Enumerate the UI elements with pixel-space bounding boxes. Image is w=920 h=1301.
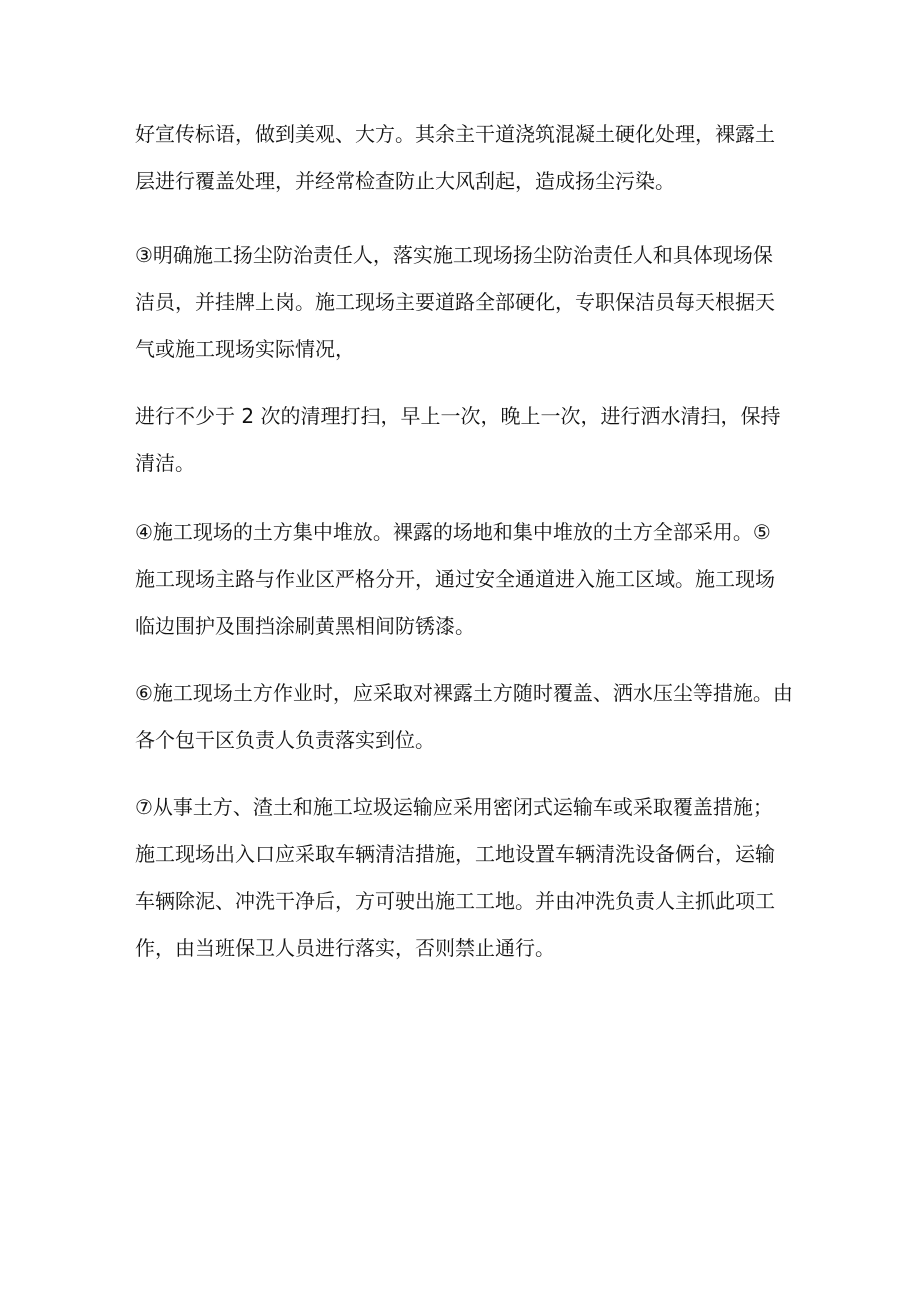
text-line: ⑦从事土方、渣土和施工垃圾运输应采用密闭式运输车或采取覆盖措施； xyxy=(135,795,773,819)
paragraph-gap xyxy=(135,373,795,393)
text-line: 临边围护及围挡涂刷黄黑相间防锈漆。 xyxy=(135,614,475,638)
text-line: 施工现场出入口应采取车辆清洁措施，工地设置车辆清洗设备俩台，运输 xyxy=(135,842,775,866)
text-line: 洁员，并挂牌上岗。施工现场主要道路全部硬化，专职保洁员每天根据天 xyxy=(135,290,775,314)
paragraph-5 xyxy=(135,670,795,764)
text-line: ⑥施工现场土方作业时，应采取对裸露土方随时覆盖、洒水压尘等措施。由 xyxy=(135,681,793,705)
text-line: 车辆除泥、冲洗干净后，方可驶出施工工地。并由冲洗负责人主抓此项工 xyxy=(135,889,775,913)
text-line: 进行不少于 2 次的清理打扫，早上一次，晚上一次，进行洒水清扫，保持 xyxy=(135,404,781,428)
paragraph-4 xyxy=(135,509,795,650)
paragraph-gap xyxy=(135,650,795,670)
text-line: 清洁。 xyxy=(135,451,195,475)
text-line: ④施工现场的土方集中堆放。裸露的场地和集中堆放的土方全部采用。⑤ xyxy=(135,520,771,544)
paragraph-3 xyxy=(135,393,795,487)
text-line: 作，由当班保卫人员进行落实，否则禁止通行。 xyxy=(135,936,555,960)
paragraph-gap xyxy=(135,205,795,232)
text-line: 各个包干区负责人负责落实到位。 xyxy=(135,728,435,752)
text-line: 气或施工现场实际情况， xyxy=(135,337,355,361)
document-body xyxy=(135,111,795,972)
paragraph-gap xyxy=(135,487,795,509)
text-line: 好宣传标语，做到美观、大方。其余主干道浇筑混凝土硬化处理，裸露土 xyxy=(135,122,775,146)
paragraph-1 xyxy=(135,111,795,205)
paragraph-6 xyxy=(135,784,795,972)
text-line: ③明确施工扬尘防治责任人，落实施工现场扬尘防治责任人和具体现场保 xyxy=(135,243,773,267)
paragraph-2 xyxy=(135,232,795,373)
paragraph-gap xyxy=(135,764,795,784)
text-line: 层进行覆盖处理，并经常检查防止大风刮起，造成扬尘污染。 xyxy=(135,169,675,193)
text-line: 施工现场主路与作业区严格分开，通过安全通道进入施工区域。施工现场 xyxy=(135,567,775,591)
